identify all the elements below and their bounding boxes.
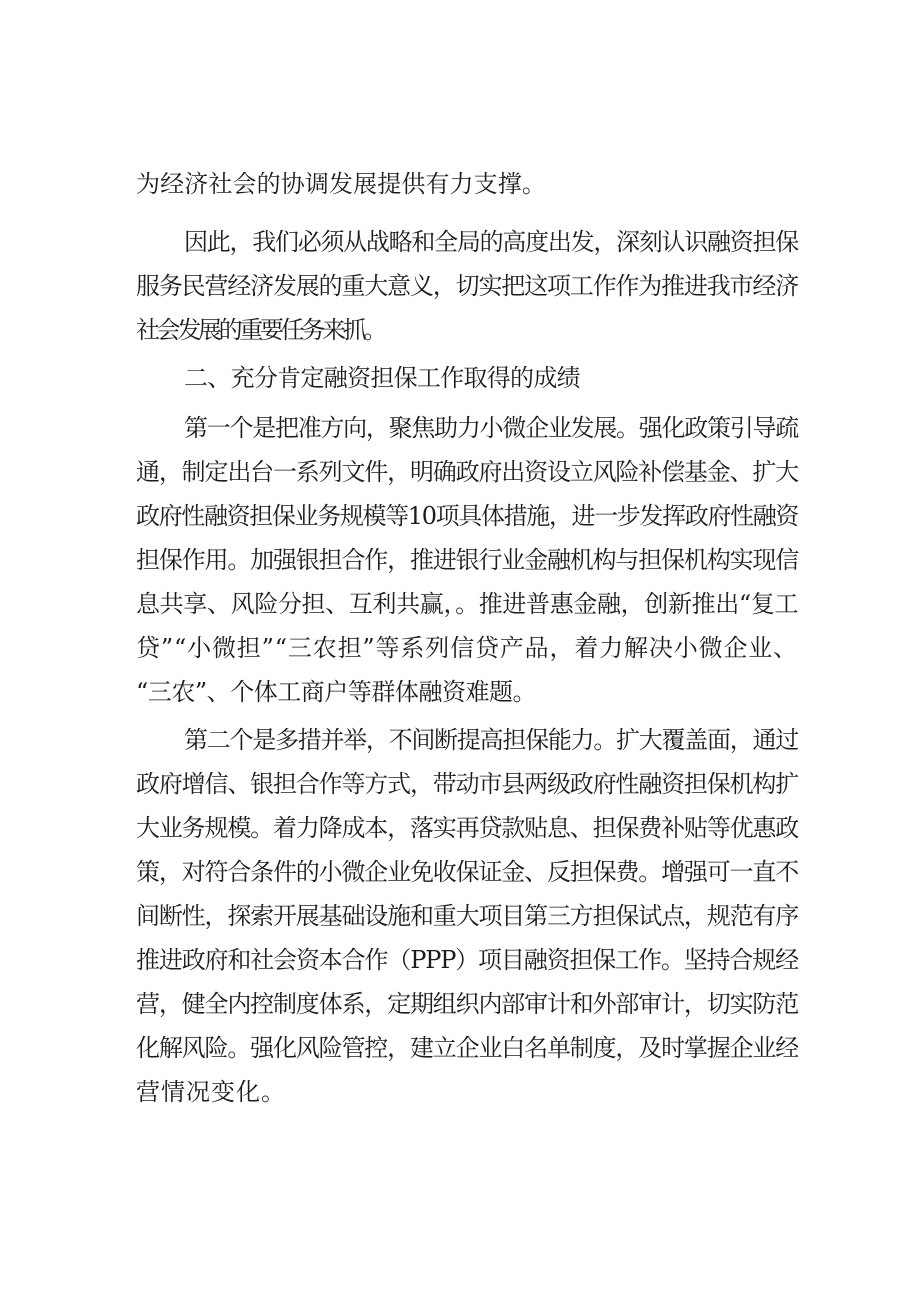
line-text: 间断性，探索开展基础设施和重大项目第三方担保试点，规范有序 xyxy=(136,902,799,930)
text-line xyxy=(0,896,920,936)
section-heading xyxy=(0,358,920,398)
line-text: 策，对符合条件的小微企业免收保证金、反担保费。增强可一直不 xyxy=(136,858,799,886)
text-line xyxy=(0,310,920,350)
text-line xyxy=(0,164,920,204)
line-text: 化解风险。强化风险管控，建立企业白名单制度，及时掌握企业经 xyxy=(136,1034,799,1062)
text-line xyxy=(0,984,920,1024)
text-line xyxy=(0,940,920,980)
heading-text: 二、充分肯定融资担保工作取得的成绩 xyxy=(184,364,580,392)
text-line xyxy=(0,1028,920,1068)
line-text: 政府性融资担保业务规模等10项具体措施，进一步发挥政府性融资 xyxy=(136,502,799,530)
line-text: “三农”、个体工商户等群体融资难题。 xyxy=(136,678,537,706)
text-line xyxy=(0,672,920,712)
line-text: 第一个是把准方向，聚焦助力小微企业发展。强化政策引导疏 xyxy=(184,414,798,442)
text-line xyxy=(0,808,920,848)
line-text: 因此，我们必须从战略和全局的高度出发，深刻认识融资担保 xyxy=(184,228,798,256)
text-line xyxy=(0,452,920,492)
text-line xyxy=(0,628,920,668)
text-line xyxy=(0,222,920,262)
text-line xyxy=(0,852,920,892)
line-text: 为经济社会的协调发展提供有力支撑。 xyxy=(136,170,547,198)
text-line xyxy=(0,266,920,306)
text-line xyxy=(0,496,920,536)
line-text: 通，制定出台一系列文件，明确政府出资设立风险补偿基金、扩大 xyxy=(136,458,799,486)
text-line xyxy=(0,764,920,804)
line-text: 政府增信、银担合作等方式，带动市县两级政府性融资担保机构扩 xyxy=(136,770,799,798)
line-text: 推进政府和社会资本合作（PPP）项目融资担保工作。坚持合规经 xyxy=(136,946,798,974)
line-text: 贷”“小微担”“三农担”等系列信贷产品，着力解决小微企业、 xyxy=(136,634,798,662)
line-text: 营情况变化。 xyxy=(136,1078,286,1106)
text-line xyxy=(0,1072,920,1112)
text-line xyxy=(0,720,920,760)
line-text: 大业务规模。着力降成本，落实再贷款贴息、担保费补贴等优惠政 xyxy=(136,814,799,842)
text-line xyxy=(0,584,920,624)
text-line xyxy=(0,408,920,448)
line-text: 社会发展的重要任务来抓。 xyxy=(136,316,385,344)
line-text: 服务民营经济发展的重大意义，切实把这项工作作为推进我市经济 xyxy=(136,272,799,300)
text-line xyxy=(0,540,920,580)
line-text: 息共享、风险分担、互利共赢，。推进普惠金融，创新推出“复工 xyxy=(136,590,799,618)
line-text: 第二个是多措并举，不间断提高担保能力。扩大覆盖面，通过 xyxy=(184,726,798,754)
line-text: 营，健全内控制度体系，定期组织内部审计和外部审计，切实防范 xyxy=(136,990,799,1018)
line-text: 担保作用。加强银担合作，推进银行业金融机构与担保机构实现信 xyxy=(136,546,799,574)
